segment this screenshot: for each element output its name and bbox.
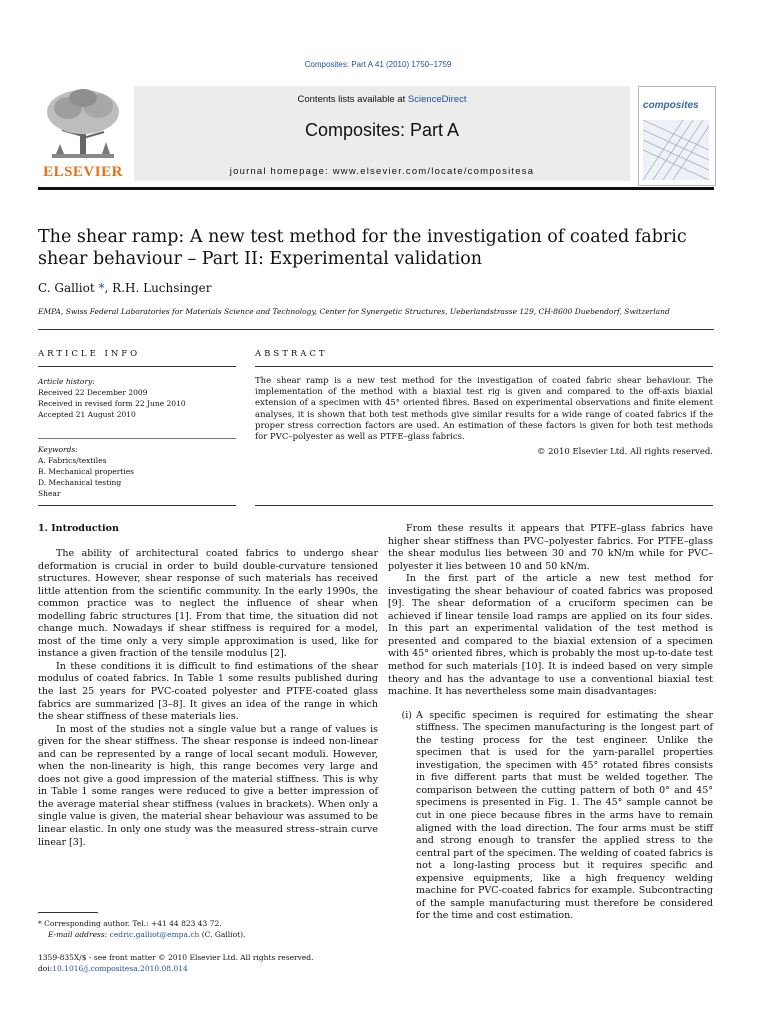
sciencedirect-link[interactable]: ScienceDirect	[407, 94, 467, 105]
body-paragraph: In the first part of the article a new test method for investigating the shear behaviour of coated fabrics was proposed [9]. The shear deformation of a cruciform specimen can be achieved if linear tensile load ramps are applied on its four sides. In this part an experimental validation of the test method is presented and compared to the biaxial extension of a specimen with 45° oriented fibres, which is probably the most up-to-date test method for such materials [10]. It is indeed based on very simple theory and has the advantage to use a conventional biaxial test machine. It has nevertheless some main disadvantages:	[388, 573, 713, 698]
article-info-rule	[38, 366, 236, 367]
email-label: E-mail address:	[48, 930, 110, 939]
doi-label: doi:	[38, 964, 53, 973]
keywords-label: Keywords:	[38, 445, 78, 454]
abstract-copyright: © 2010 Elsevier Ltd. All rights reserved.	[536, 447, 713, 457]
abstract-bottom-rule	[255, 505, 713, 506]
article-history	[38, 376, 238, 420]
header-divider	[38, 187, 714, 190]
journal-citation[interactable]: Composites: Part A 41 (2010) 1750–1759	[304, 60, 452, 69]
history-item: Accepted 21 August 2010	[38, 410, 136, 419]
article-info-bottom-rule	[38, 505, 236, 506]
contents-prefix: Contents lists available at	[297, 94, 408, 105]
contents-line	[134, 94, 630, 105]
elsevier-wordmark: ELSEVIER	[43, 164, 123, 180]
keywords	[38, 444, 238, 499]
footnote	[38, 918, 378, 940]
author-name: C. Galliot	[38, 281, 95, 295]
doi-link[interactable]: 10.1016/j.compositesa.2010.08.014	[52, 964, 188, 973]
author-list	[38, 281, 212, 295]
publication-info	[38, 952, 378, 974]
history-label: Article history:	[38, 377, 95, 386]
affiliation: EMPA, Swiss Federal Laboratories for Materials Science and Technology, Center for Synergetic Structures, Ueberlandstrasse 129, CH-8600 Duebendorf, Switzerland	[38, 307, 670, 316]
body-paragraph: In these conditions it is difficult to find estimations of the shear modulus of coated fabrics. In Table 1 some results published during the last 25 years for PVC-coated polyester and PTFE-coated glass fabrics are summarized [3–8]. It gives an idea of the range in which the shear stiffness of these materials lies.	[38, 660, 378, 723]
article-info-heading: ARTICLE INFO	[38, 349, 141, 359]
article-title: The shear ramp: A new test method for the investigation of coated fabric shear behaviour – Part II: Experimental validation	[38, 227, 687, 269]
list-item-number: (i)	[401, 709, 412, 721]
email-link[interactable]: cedric.galliot@empa.ch	[109, 930, 200, 939]
abstract-heading: ABSTRACT	[255, 349, 328, 359]
journal-homepage[interactable]: journal homepage: www.elsevier.com/locate/compositesa	[229, 166, 535, 177]
body-right-column	[388, 523, 713, 923]
abstract-rule	[255, 366, 713, 367]
title-divider	[38, 329, 714, 330]
footnote-rule	[38, 912, 98, 913]
history-item: Received in revised form 22 June 2010	[38, 399, 186, 408]
list-item-text: A specific specimen is required for estimating the shear stiffness. The specimen manufacturing is the longest part of the testing process for the test engineer. Unlike the specimen that is used for the yarn-parallel properties investigation, the specimen with 45° rotated fibres consists in five different parts that must be welded together. The comparison between the cutting pattern of both 0° and 45° specimens is presented in Fig. 1. The 45° sample cannot be cut in one piece because fibres in the arms have to remain aligned with the load direction. The four arms must be stiff and strong enough to transfer the applied stress to the central part of the specimen. The welding of coated fabrics is not a long-lasting process but it requires specific and expensive equipments, like a high frequency welding machine for PVC-coated fabrics for example. Subcontracting of the sample manufacturing must therefore be considered for the time and cost estimation.	[416, 709, 713, 922]
cover-title: composites	[643, 100, 699, 111]
history-item: Received 22 December 2009	[38, 388, 148, 397]
keyword-item: B. Mechanical properties	[38, 467, 135, 476]
doi-line	[38, 963, 378, 974]
abstract-text: The shear ramp is a new test method for the investigation of coated fabric shear behaviour. The implementation of the method with a biaxial test rig is given and compared to the off-axis biaxial extension of a specimen with 45° oriented fibres. Based on experimental observations and finite element analyses, it is shown that both test methods give similar results for a wide range of coated fabrics if the proper stress correction factors are used. An estimation of these factors is given for both test methods for PVC–polyester as well as PTFE–glass fabrics.	[255, 376, 713, 443]
body-paragraph: In most of the studies not a single value but a range of values is given for the shear stiffness. The shear response is indeed non-linear and can be represented by a range of local secant moduli. However, when the non-linearity is high, this range becomes very large and does not give a good impression of the material stiffness. This is why in Table 1 some ranges were reduced to give a better impression of the average material shear stiffness (values in brackets). When only a single value is given, the material shear behaviour was assumed to be linear elastic. In only one study was the measured stress–strain curve linear [3].	[38, 723, 378, 848]
keyword-item: A. Fabrics/textiles	[38, 456, 107, 465]
author-separator: ,	[104, 281, 113, 295]
body-paragraph: The ability of architectural coated fabrics to undergo shear deformation is crucial in order to build double-curvature tensioned structures. However, shear response of such materials has received little attention from the scientific community. In the early 1990s, the common practice was to neglect the influence of shear when modelling fabric structures [1]. From that time, the situation did not change much. Nowadays if shear stiffness is required for a model, most of the time only a very simple approximation is used, like for instance a given fraction of the tensile modulus [2].	[38, 548, 378, 660]
journal-cover-image[interactable]	[638, 86, 716, 186]
list-item	[388, 710, 713, 923]
issn-line: 1359-835X/$ - see front matter © 2010 Elsevier Ltd. All rights reserved.	[38, 953, 314, 962]
keyword-item: D. Mechanical testing	[38, 478, 122, 487]
section-heading-introduction: 1. Introduction	[38, 523, 119, 534]
body-left-column	[38, 548, 378, 849]
info-separator	[38, 438, 236, 439]
author-name: R.H. Luchsinger	[112, 281, 212, 295]
body-paragraph: From these results it appears that PTFE–glass fabrics have higher shear stiffness than PVC–polyester fabrics. For PTFE–glass the shear modulus lies between 30 and 70 kN/m while for PVC–polyester it lies between 10 and 50 kN/m.	[388, 523, 713, 572]
corresponding-author-note: * Corresponding author. Tel.: +41 44 823 43 72.	[38, 919, 222, 928]
corresponding-author-mark[interactable]: *	[98, 281, 105, 295]
email-line	[38, 929, 378, 940]
email-suffix: (C. Galliot).	[199, 930, 246, 939]
journal-name: Composites: Part A	[304, 120, 460, 140]
cover-art	[643, 120, 709, 180]
keyword-item: Shear	[38, 489, 61, 498]
